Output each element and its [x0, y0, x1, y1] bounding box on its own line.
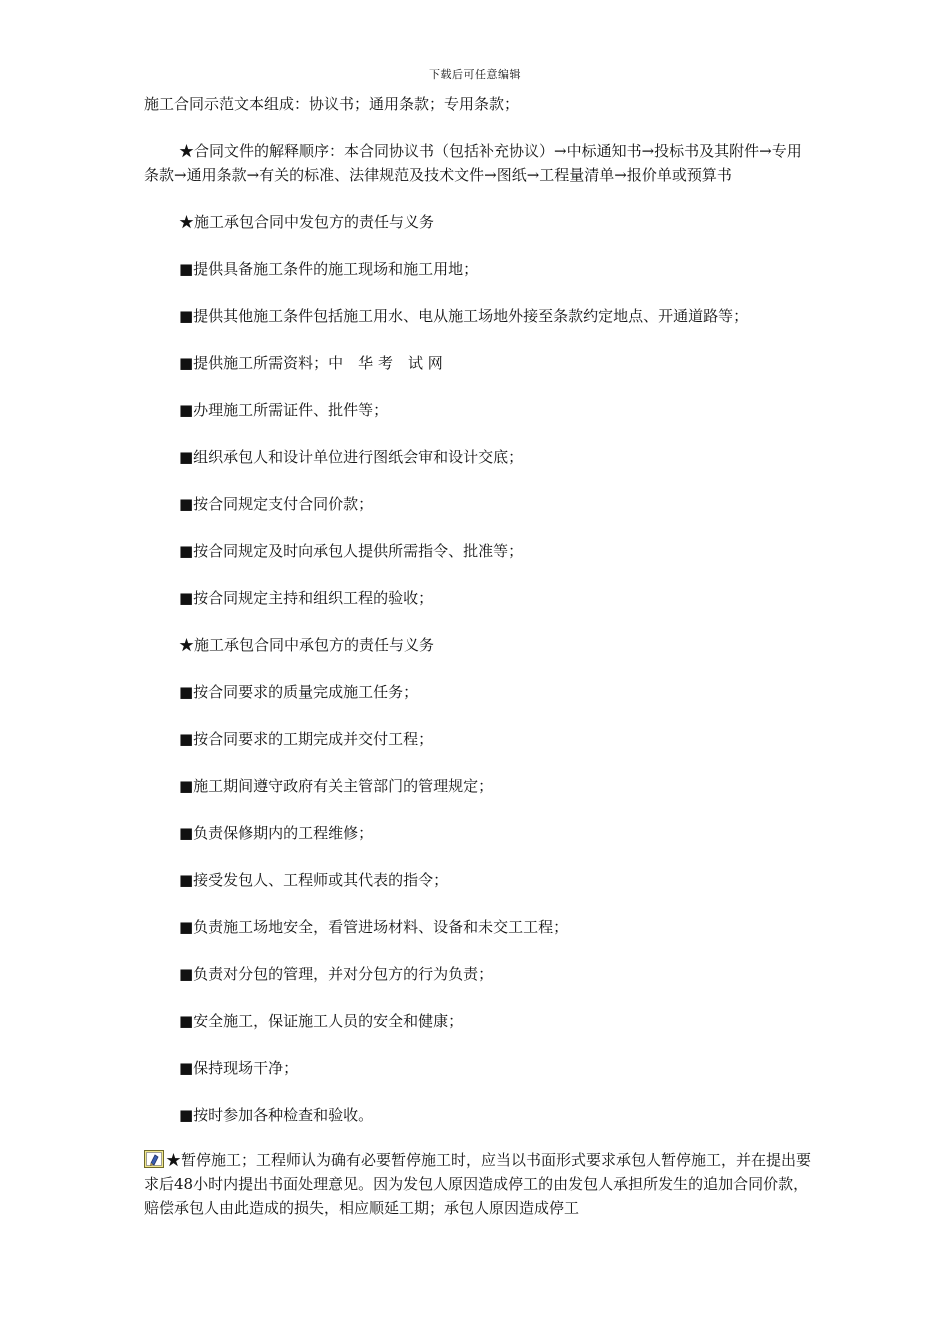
- document-body: [144, 92, 816, 1220]
- employer-item: ■按合同规定及时向承包人提供所需指令、批准等；: [179, 542, 524, 560]
- contractor-section-title: ★施工承包合同中承包方的责任与义务: [179, 636, 435, 654]
- employer-item: ■组织承包人和设计单位进行图纸会审和设计交底；: [179, 448, 524, 466]
- contractor-item: ■按合同要求的质量完成施工任务；: [179, 683, 419, 701]
- contractor-item: ■施工期间遵守政府有关主管部门的管理规定；: [179, 777, 494, 795]
- employer-item: ■提供施工所需资料；中 华 考 试 网: [179, 354, 443, 372]
- contractor-item: ■按合同要求的工期完成并交付工程；: [179, 730, 434, 748]
- contractor-item: ■安全施工，保证施工人员的安全和健康；: [179, 1012, 464, 1030]
- employer-item: ■按合同规定主持和组织工程的验收；: [179, 589, 434, 607]
- employer-section-title: ★施工承包合同中发包方的责任与义务: [179, 213, 435, 231]
- contractor-item: ■负责对分包的管理，并对分包方的行为负责；: [179, 965, 494, 983]
- note-icon: [144, 1150, 164, 1168]
- page-header: 下载后可任意编辑: [429, 68, 521, 81]
- intro-paragraph: 施工合同示范文本组成：协议书；通用条款；专用条款；: [144, 95, 520, 113]
- employer-item: ■提供具备施工条件的施工现场和施工用地；: [179, 260, 479, 278]
- contractor-item: ■负责施工场地安全，看管进场材料、设备和未交工工程；: [179, 918, 569, 936]
- employer-item: ■按合同规定支付合同价款；: [179, 495, 374, 513]
- employer-item: ■提供其他施工条件包括施工用水、电从施工场地外接至条款约定地点、开通道路等；: [179, 307, 749, 325]
- suspension-text: ★暂停施工；工程师认为确有必要暂停施工时，应当以书面形式要求承包人暂停施工，并在提出要求后48小时内提出书面处理意见。因为发包人原因造成停工的由发包人承担所发生的追加合同价款，赔偿承包人由此造成的损失，相应顺延工期；承包人原因造成停工: [144, 1151, 812, 1217]
- employer-item: ■办理施工所需证件、批件等；: [179, 401, 389, 419]
- contractor-item: ■负责保修期内的工程维修；: [179, 824, 374, 842]
- suspension-paragraph: [144, 1148, 816, 1220]
- contractor-item: ■保持现场干净；: [179, 1059, 299, 1077]
- interpretation-order-paragraph: ★合同文件的解释顺序：本合同协议书（包括补充协议）→中标通知书→投标书及其附件→专用条款→通用条款→有关的标准、法律规范及技术文件→图纸→工程量清单→报价单或预算书: [144, 142, 802, 184]
- contractor-item: ■接受发包人、工程师或其代表的指令；: [179, 871, 449, 889]
- contractor-item: ■按时参加各种检查和验收。: [179, 1106, 374, 1124]
